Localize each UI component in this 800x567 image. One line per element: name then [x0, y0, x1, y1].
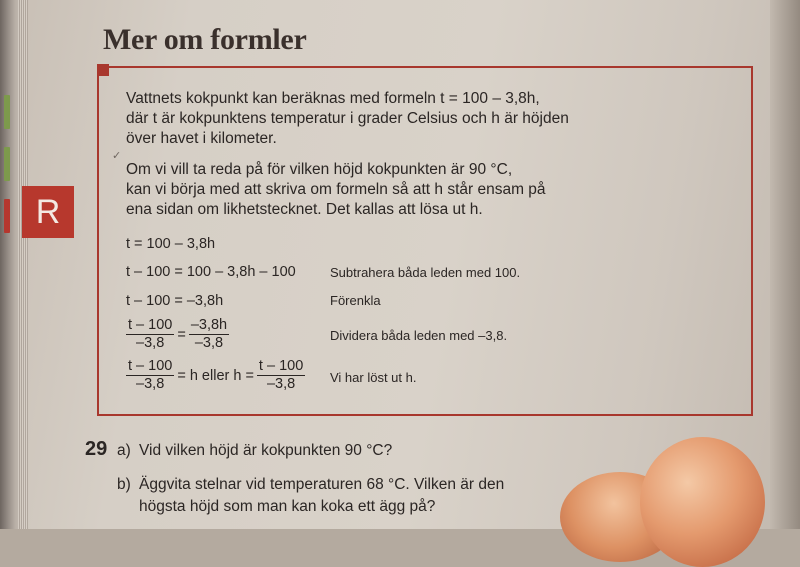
part-b-text-line-1: Äggvita stelnar vid temperaturen 68 °C. Vilken är den [139, 476, 505, 493]
intro-paragraph [126, 89, 569, 149]
fraction-numerator: t – 100 [258, 358, 304, 374]
step-2-note: Subtrahera båda leden med 100. [330, 265, 521, 280]
step-4-equation [126, 317, 229, 352]
exercise-part-b [117, 474, 504, 518]
tab-mark-green-2 [4, 147, 10, 181]
step-3-equation: t – 100 = –3,8h [126, 293, 224, 309]
part-a-text: Vid vilken höjd är kokpunkten 90 °C? [139, 442, 393, 459]
tab-mark-red [4, 199, 10, 233]
part-b-text-line-2: högsta höjd som man kan koka ett ägg på? [139, 498, 436, 515]
method-paragraph [126, 160, 546, 220]
book-right-edge [770, 0, 800, 529]
step-3-note: Förenkla [330, 293, 381, 308]
intro-line-3: över havet i kilometer. [126, 130, 277, 147]
fraction [189, 317, 229, 352]
method-line-2: kan vi börja med att skriva om formeln så att h står ensam på [126, 181, 546, 198]
step-1-equation: t = 100 – 3,8h [126, 236, 216, 252]
exercise-number: 29 [85, 438, 108, 460]
fraction [126, 358, 174, 393]
intro-line-1: Vattnets kokpunkt kan beräknas med formeln t = 100 – 3,8h, [126, 90, 540, 107]
fraction-denominator: –3,8 [136, 335, 165, 351]
section-tab-r: R [22, 186, 74, 238]
exercise-part-a [117, 442, 392, 460]
part-a-label: a) [117, 442, 131, 459]
step-5-equation [126, 358, 305, 393]
fraction-numerator: t – 100 [128, 358, 173, 374]
fraction [257, 358, 305, 393]
step-5-note: Vi har löst ut h. [330, 370, 417, 385]
fraction-denominator: –3,8 [194, 335, 224, 351]
fraction-denominator: –3,8 [136, 376, 165, 392]
equals-sign: = [177, 326, 186, 343]
egg-image [640, 437, 765, 567]
step-4-note: Dividera båda leden med –3,8. [330, 328, 508, 343]
fraction [126, 317, 174, 352]
method-line-3: ena sidan om likhetstecknet. Det kallas att lösa ut h. [126, 201, 483, 218]
step-2-equation: t – 100 = 100 – 3,8h – 100 [126, 264, 296, 280]
intro-line-2: där t är kokpunktens temperatur i grader Celsius och h är höjden [126, 110, 569, 127]
fraction-denominator: –3,8 [266, 376, 296, 392]
part-b-label: b) [117, 476, 131, 493]
method-line-1: Om vi vill ta reda på för vilken höjd kokpunkten är 90 °C, [126, 161, 513, 178]
page-edges [18, 0, 28, 529]
fraction-numerator: –3,8h [190, 317, 228, 333]
page-title: Mer om formler [103, 23, 307, 56]
chapter-tab-marks [4, 95, 18, 251]
tab-mark-green-1 [4, 95, 10, 129]
equation-middle: = h eller h = [177, 367, 254, 384]
fraction-numerator: t – 100 [128, 317, 173, 333]
pencil-mark-icon: ✓ [112, 150, 122, 162]
